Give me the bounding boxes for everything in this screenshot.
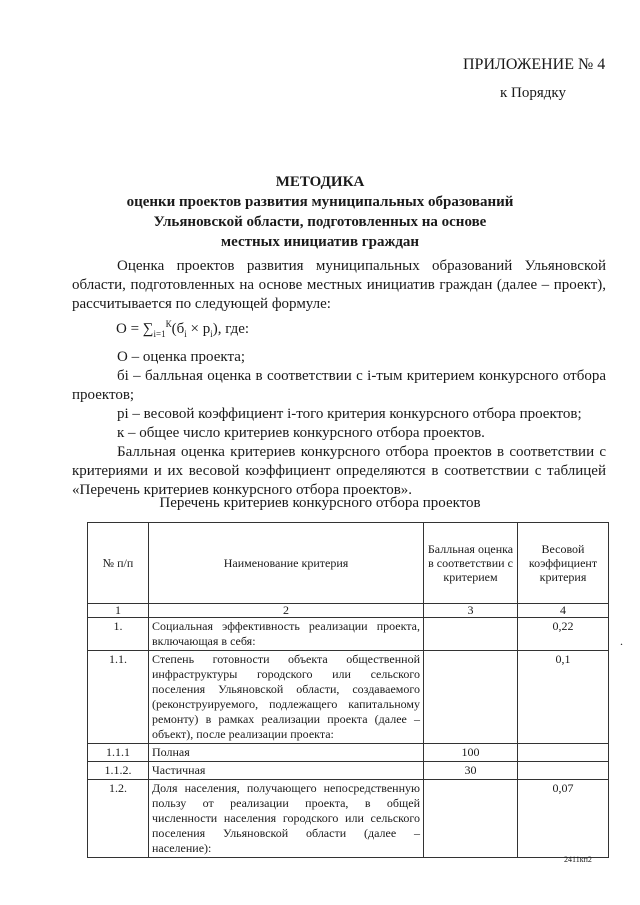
table-caption: Перечень критериев конкурсного отбора проектов: [159, 495, 481, 511]
scoring-paragraph: Балльная оценка критериев конкурсного отбора проектов в соответствии с критериями и их весовой коэффициент определяются в соответствии с таблицей «Перечень критериев конкурсного отбора проектов».: [72, 444, 606, 498]
row-name: Социальная эффективность реализации проекта, включающая в себя:: [149, 618, 424, 651]
index-4: 4: [518, 604, 609, 618]
formula-sup: К: [165, 319, 172, 329]
row-weight: 0,1: [518, 651, 609, 744]
row-score: 30: [424, 762, 518, 780]
footer-code: 2411кп2: [564, 855, 592, 864]
row-score: [424, 618, 518, 651]
table-index-row: [88, 604, 609, 618]
row-score: [424, 651, 518, 744]
row-num: 1.: [88, 618, 149, 651]
formula-bi: i: [184, 329, 187, 339]
intro-paragraph: Оценка проектов развития муниципальных образований Ульяновской области, подготовленных на основе местных инициатив граждан (далее – проект), рассчитывается по следующей формуле:: [72, 258, 606, 312]
definition-b: бi – балльная оценка в соответствии с i-тым критерием конкурсного отбора проектов;: [72, 368, 606, 403]
criteria-table: [87, 522, 609, 858]
index-1: 1: [88, 604, 149, 618]
header-num: № п/п: [88, 523, 149, 604]
table-row: [88, 618, 609, 651]
table-row: [88, 780, 609, 858]
title-line-1: МЕТОДИКА: [275, 174, 365, 190]
row-weight: 0,07: [518, 780, 609, 858]
row-num: 1.1.1: [88, 744, 149, 762]
formula-o: О =: [116, 321, 143, 337]
title-line-4: местных инициатив граждан: [220, 234, 420, 250]
row-score: 100: [424, 744, 518, 762]
row-num: 1.2.: [88, 780, 149, 858]
header-score: Балльная оценка в соответствии с критерием: [424, 523, 518, 604]
index-2: 2: [149, 604, 424, 618]
title-line-3: Ульяновской области, подготовленных на основе: [153, 214, 487, 230]
definition-o: О – оценка проекта;: [117, 349, 246, 365]
formula-pi: i: [210, 329, 213, 339]
row-score: [424, 780, 518, 858]
row-weight: [518, 762, 609, 780]
row-name: Полная: [149, 744, 424, 762]
table-header-row: [88, 523, 609, 604]
formula-sum: ∑: [142, 321, 154, 337]
definition-p: pi – весовой коэффициент i-того критерия конкурсного отбора проектов;: [117, 406, 582, 422]
table-row: [88, 651, 609, 744]
title-line-2: оценки проектов развития муниципальных образований: [126, 194, 514, 210]
row-name: Степень готовности объекта общественной инфраструктуры городского или сельского поселения Ульяновской области, создаваемого (реконструируемого, подлежащего капитальному ремонту) в рамках реализации проекта (далее – объект), после реализации проекта:: [149, 651, 424, 744]
stray-mark: .: [620, 634, 623, 648]
order-reference: к Порядку: [500, 85, 566, 101]
table-row: [88, 744, 609, 762]
formula-times: × p: [186, 321, 211, 337]
appendix-label: ПРИЛОЖЕНИЕ № 4: [463, 56, 606, 73]
formula: [116, 319, 249, 339]
header-weight: Весовой коэффициент критерия: [518, 523, 609, 604]
row-weight: 0,22: [518, 618, 609, 651]
document-title: [0, 172, 640, 252]
formula-end: ), где:: [212, 321, 250, 337]
index-3: 3: [424, 604, 518, 618]
row-num: 1.1.: [88, 651, 149, 744]
definitions: [72, 348, 606, 500]
row-num: 1.1.2.: [88, 762, 149, 780]
row-name: Доля населения, получающего непосредственную пользу от реализации проекта, в общей численности населения городского или сельского поселения Ульяновской области (далее – население):: [149, 780, 424, 858]
formula-sub: i=1: [153, 329, 166, 339]
row-weight: [518, 744, 609, 762]
row-name: Частичная: [149, 762, 424, 780]
header-name: Наименование критерия: [149, 523, 424, 604]
definition-k: к – общее число критериев конкурсного отбора проектов.: [117, 425, 485, 441]
formula-body: (б: [171, 321, 185, 337]
table-row: [88, 762, 609, 780]
